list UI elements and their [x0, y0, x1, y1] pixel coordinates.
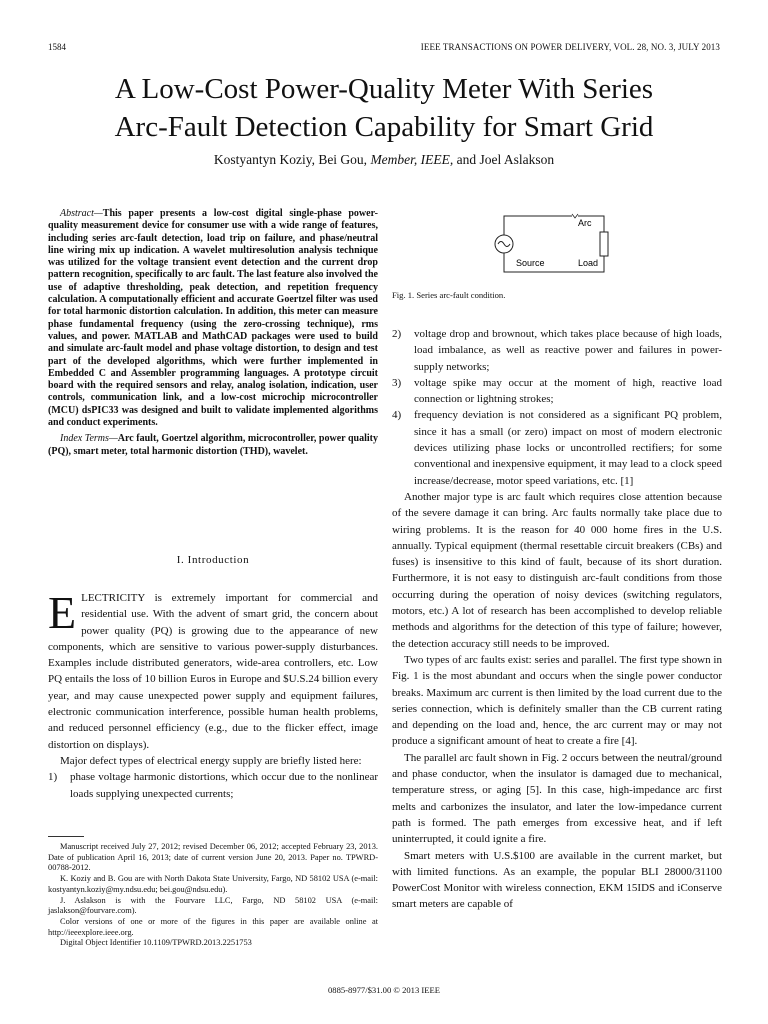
abstract [48, 208, 378, 429]
title-line-1: A Low-Cost Power-Quality Meter With Series [114, 73, 654, 105]
drop-cap: E [48, 587, 77, 638]
footnotes [48, 842, 378, 949]
body-paragraph-arc-fault: Another major type is arc fault which requires close attention because of the severe damage it can bring. Arc faults normally take place due to wiring problems. It is the reason for 40 000 home fires in the U.S. annually. Typical equipment (thermal resettable circuit breakers (CBs) and fuses) is insensitive to this kind of fault, because of its short duration. Furthermore, it is not easy to distinguish arc-fault conditions from those occurring during the operation of noisy devices (switching regulators, motors, etc.) A lot of research has been accomplished to develop reliable methods and algorithms for the detection of this type of failure; however, the detection accuracy still needs to be improved. [392, 490, 722, 650]
journal-header: IEEE TRANSACTIONS ON POWER DELIVERY, VOL. 28, NO. 3, JULY 2013 [420, 42, 720, 52]
intro-paragraph-1-text: LECTRICITY is extremely important for commercial and residential use. With the advent of smart grid, the concern about power quality (PQ) is growing due to the appearance of new components, which are sensitive to various power-supply disturbances. Examples include distributed generators, wide-area controllers, etc. Low PQ entails the loss of 10 billion Euros in Europe and $U.S.24 billion every year, and may cause unexpected power supply and equipment failures, electronic communication interference, possible human health problems, and reduced personnel efficiency (e.g., due to the flicker effect, image distortion on displays). [48, 592, 378, 751]
footnote-doi: Digital Object Identifier 10.1109/TPWRD.2013.2251753 [60, 938, 252, 948]
list-item-text: frequency deviation is not considered as a significant PQ problem, since it has a small (or zero) impact on most of modern electronic devices utilizing phase locks or uncontrolled rectifiers; for some conventional and inexpensive equipment, it may lead to a clock speed increase/decrease, motor speed variations, etc. [1] [414, 409, 722, 487]
author-names: Kostyantyn Koziy, Bei Gou, [213, 152, 368, 167]
title-line-2: Arc-Fault Detection Capability for Smart Grid [114, 111, 654, 143]
figure-1-caption: Fig. 1. Series arc-fault condition. [392, 290, 506, 300]
arc-label: Arc [578, 218, 592, 228]
index-terms [48, 433, 378, 458]
footnote-manuscript: Manuscript received July 27, 2012; revised December 06, 2012; accepted February 23, 2013. Date of publication April 16, 2013; date of current version June 20, 2013. Paper no. TPWRD-00788-2012. [48, 842, 378, 873]
index-terms-text: Arc fault, Goertzel algorithm, microcontroller, power quality (PQ), smart meter, total harmonic distortion (THD), wavelet. [48, 433, 378, 457]
list-item [48, 769, 378, 802]
list-item [392, 407, 722, 488]
right-body [392, 326, 722, 913]
footnote-affiliation-2: J. Aslakson is with the Fourvare LLC, Fargo, ND 58102 USA (e-mail: jaslakson@fourvare.com). [48, 895, 378, 916]
body-paragraph-arc-types: Two types of arc faults exist: series and parallel. The first type shown in Fig. 1 is the most abundant and occurs when the single power conductor breaks. Maximum arc current is then limited by the load current due to the series connection, which is definitely smaller than the CB current rating and depending on the load and, hence, the arc current may or may not produce a significant amount of heat to create a fire [4]. [392, 653, 722, 748]
body-paragraph-smart-meters: Smart meters with U.S.$100 are available in the current market, but with limited functions. As an example, the popular BLI 28000/31100 PowerCost Monitor with wireless connection, EKM 15IDS and iConserve smart meters are capable of [392, 849, 722, 911]
list-item-text: voltage drop and brownout, which takes place because of high loads, load imbalance, as well as reactive power and failures in power-supply networks; [414, 328, 722, 373]
list-item-text: phase voltage harmonic distortions, which occur due to the nonlinear loads supplying unexpected currents; [70, 771, 378, 800]
intro-paragraph-2: Major defect types of electrical energy supply are briefly listed here: [60, 754, 362, 767]
footnote-divider [48, 836, 84, 837]
list-item-text: voltage spike may occur at the moment of high, reactive load connection or lightning strokes; [414, 376, 722, 406]
footnote-color: Color versions of one or more of the figures in this paper are available online at http://ieeexplore.ieee.org. [48, 916, 378, 937]
list-item-number: 2) [392, 328, 402, 340]
load-label: Load [578, 258, 599, 268]
abstract-lead: Abstract— [60, 208, 103, 219]
author-line [40, 152, 728, 168]
list-item [392, 375, 722, 408]
abstract-text: This paper presents a low-cost digital single-phase power-quality measurement device for consumer use with a wide range of features, including series arc-fault detection, load trip on failure, and phase/neutral line wiring mix up indication. A wavelet multiresolution analysis technique was utilized for the voltage transient event detection and the current drop pattern recognition, specifically to arc fault. The last feature also involved the use of adaptive thresholding, peak detection, and repetition frequency calculation. A computationally efficient and accurate Goertzel filter was used for total harmonic distortion calculation. In addition, this meter can measure phase fundamental frequency (using the zero-crossing technique), rms values, and power. MATLAB and MathCAD packages were used to build and simulate arc-fault model and phase voltage distortion, to design and test part of the developed algorithms, which were further implemented in Embedded C and Assembler programming languages. A prototype circuit board with the required sensors and relay, analog isolation, indication, user controls, communication link, and a low-cost microchip microcontroller (MCU) dsPIC33 was designed and built to validate implemented algorithms and conduct experiments. [48, 208, 378, 429]
circuit-diagram [492, 208, 612, 276]
left-column [48, 208, 378, 948]
author-names-last: and Joel Aslakson [456, 152, 555, 167]
list-item-number: 4) [392, 409, 402, 422]
list-item-number: 1) [48, 771, 58, 784]
load-symbol [600, 232, 608, 256]
index-terms-lead: Index Terms— [60, 433, 118, 445]
paper-title [40, 70, 728, 146]
list-item [392, 326, 722, 375]
source-label: Source [516, 258, 545, 268]
page-number: 1584 [48, 42, 66, 52]
footnote-affiliation-1: K. Koziy and B. Gou are with North Dakota State University, Fargo, ND 58102 USA (e-mail: kostyantyn.koziy@my.ndsu.edu; bei.gou@ndsu.edu). [48, 874, 378, 894]
section-heading-introduction: I. Introduction [176, 554, 250, 566]
intro-paragraph-1 [48, 587, 378, 753]
defect-list [48, 769, 378, 802]
copyright-footer: 0885-8977/$31.00 © 2013 IEEE [327, 985, 441, 995]
introduction-body [48, 587, 378, 802]
body-paragraph-parallel-arc: The parallel arc fault shown in Fig. 2 occurs between the neutral/ground and phase conductor, when the insulator is damaged due to mechanical, temperature stress, or aging [5]. In this case, high-impedance arc first melts and carbonizes the insulator, and later the low-impedance current path is formed. The path emerges from excessive heat, and if left uninterrupted, it could ignite a fire. [392, 751, 722, 846]
figure-1 [492, 208, 612, 276]
list-item-number: 3) [392, 376, 402, 389]
author-membership: Member, IEEE, [370, 152, 454, 167]
defect-list-continued [392, 326, 722, 489]
